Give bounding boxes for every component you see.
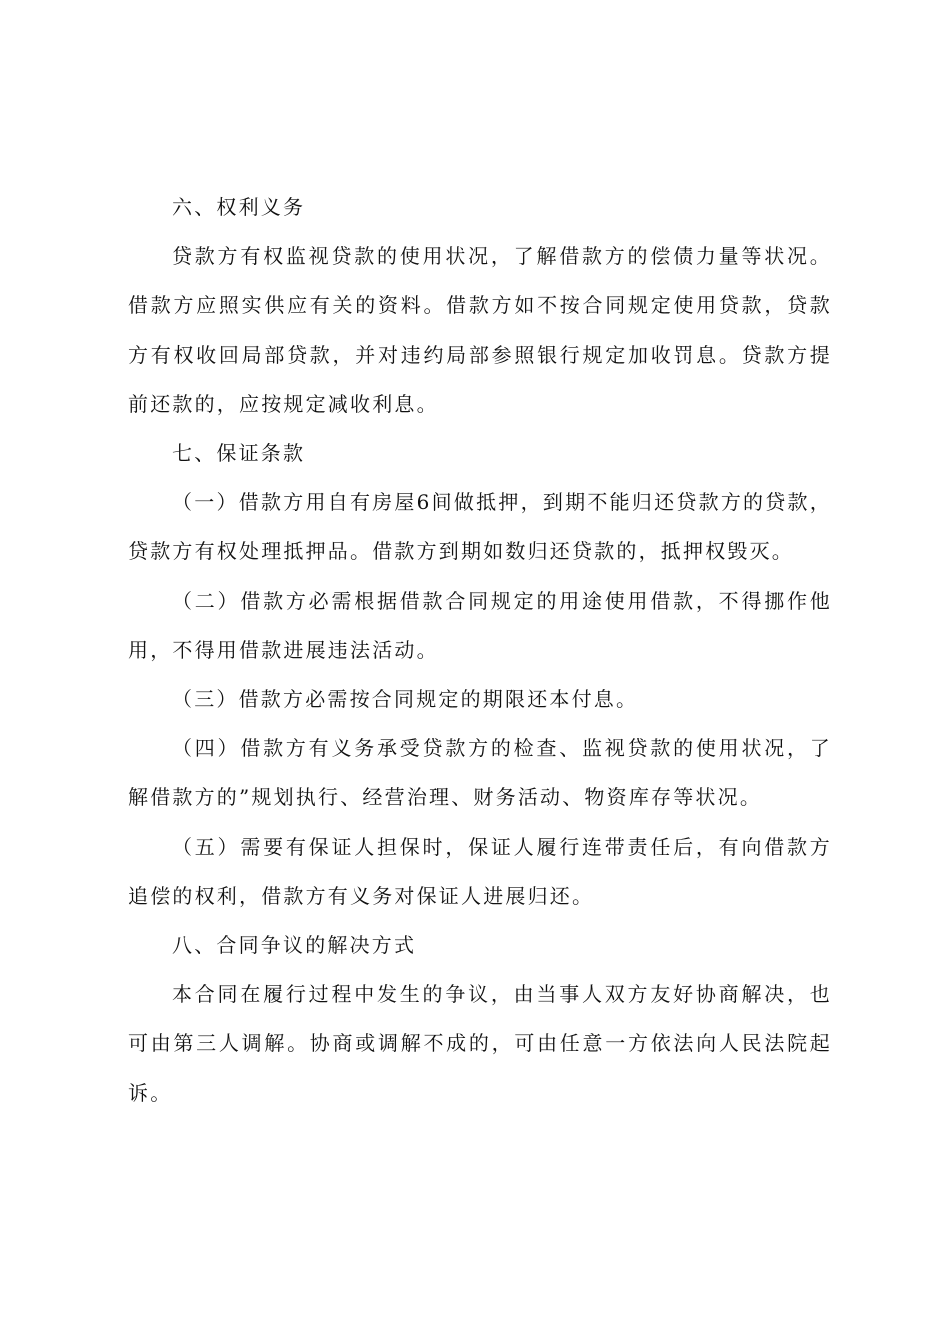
section-heading-rights-obligations: 六、权利义务 <box>172 195 306 219</box>
paragraph-rights-obligations: 贷款方有权监视贷款的使用状况，了解借款方的偿债力量等状况。借款方应照实供应有关的资料。借款方如不按合同规定使用贷款，贷款方有权收回局部贷款，并对违约局部参照银行规定加收罚息。贷款方提前还款的，应按规定减收利息。 <box>128 244 832 416</box>
section-heading-guarantee-clauses: 七、保证条款 <box>172 441 306 466</box>
paragraph-dispute-resolution: 本合同在履行过程中发生的争议，由当事人双方友好协商解决，也可由第三人调解。协商或调解不成的，可由任意一方依法向人民法院起诉。 <box>128 982 832 1105</box>
paragraph-guarantee-2: （二）借款方必需根据借款合同规定的用途使用借款，不得挪作他用，不得用借款进展违法活动。 <box>128 588 832 662</box>
document-body <box>128 183 832 1118</box>
paragraph-guarantee-1: （一）借款方用自有房屋6间做抵押，到期不能归还贷款方的贷款，贷款方有权处理抵押品。借款方到期如数归还贷款的，抵押权毁灭。 <box>128 490 832 564</box>
section-heading-dispute-resolution: 八、合同争议的解决方式 <box>172 933 417 958</box>
paragraph-guarantee-4: （四）借款方有义务承受贷款方的检查、监视贷款的使用状况，了解借款方的”规划执行、经营治理、财务活动、物资库存等状况。 <box>128 736 832 810</box>
paragraph-guarantee-3: （三）借款方必需按合同规定的期限还本付息。 <box>172 687 639 712</box>
paragraph-guarantee-5: （五）需要有保证人担保时，保证人履行连带责任后，有向借款方追偿的权利，借款方有义务对保证人进展归还。 <box>128 834 832 908</box>
